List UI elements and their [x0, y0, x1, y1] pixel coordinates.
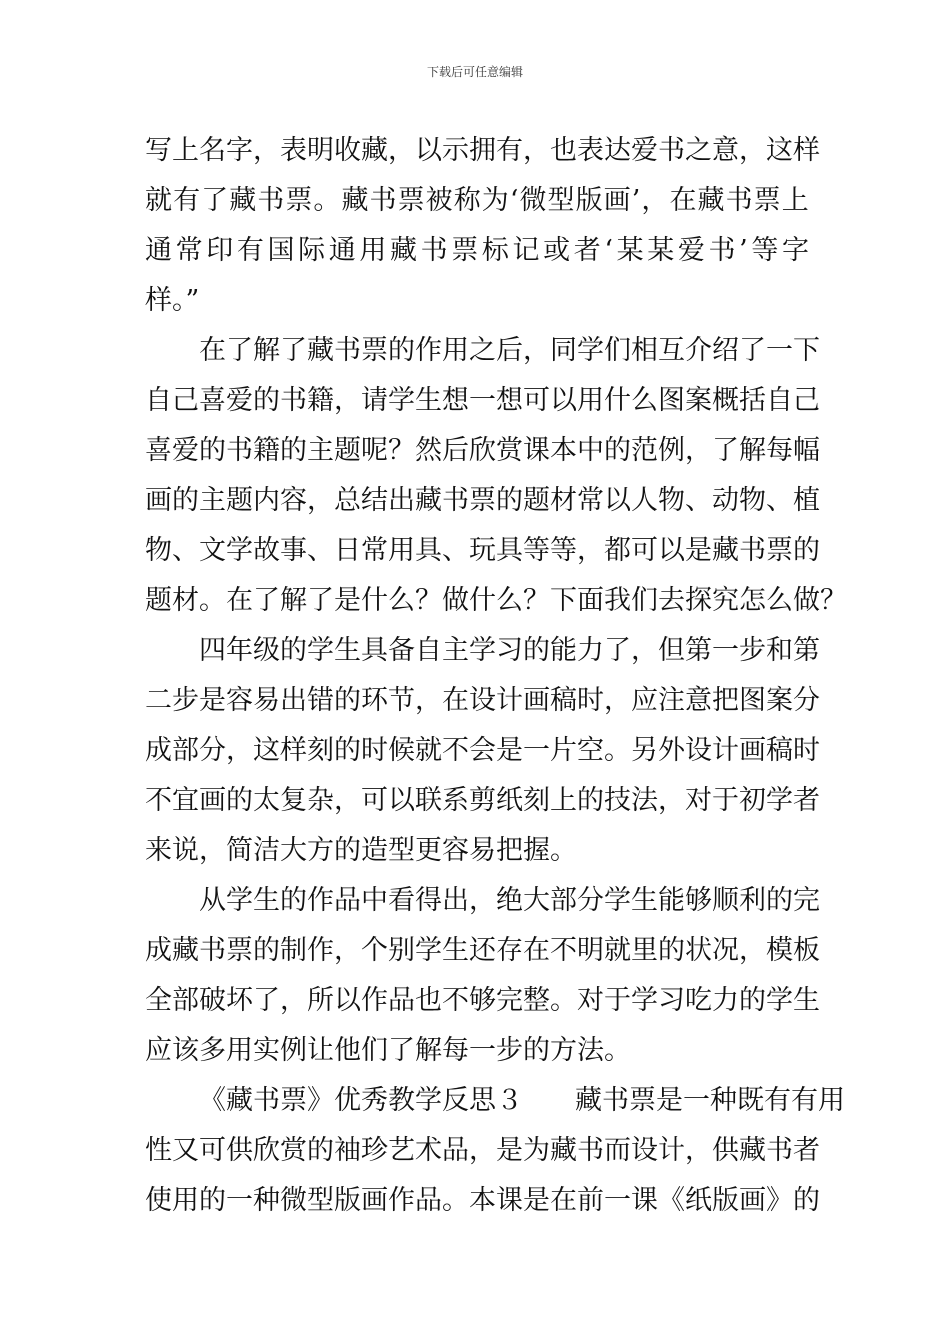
text-line: 成 部 分 ， 这 样 刻 的 时 候 就 不 会 是 一 片 空 。 另 外 设 计 画 稿 时: [145, 735, 820, 766]
text-line: 通 常 印 有 国 际 通 用 藏 书 票 标 记 或 者 ‘ 某 某 爱 书 ’ 等 字: [145, 235, 809, 266]
text-line: 画 的 主 题 内 容 ， 总 结 出 藏 书 票 的 题 材 常 以 人 物 、 动 物 、 植: [145, 485, 820, 516]
text-line: 来说，简洁大方的造型更容易把握。: [145, 835, 577, 866]
text-line: 就 有 了 藏 书 票 。 藏 书 票 被 称 为 ‘ 微 型 版 画 ’ ， 在 藏 书 票 上: [145, 185, 809, 216]
text-line: 不 宜 画 的 太 复 杂 ， 可 以 联 系 剪 纸 刻 上 的 技 法 ， 对 于 初 学 者: [145, 785, 820, 816]
text-line: 全 部 破 坏 了 ， 所 以 作 品 也 不 够 完 整 。 对 于 学 习 吃 力 的 学 生: [145, 985, 820, 1016]
text-line: 二 步 是 容 易 出 错 的 环 节 ， 在 设 计 画 稿 时 ， 应 注 意 把 图 案 分: [145, 685, 820, 716]
text-line: 四 年 级 的 学 生 具 备 自 主 学 习 的 能 力 了 ， 但 第 一 步 和 第: [199, 635, 820, 666]
text-line: [145, 1076, 845, 1126]
text-line: 从 学 生 的 作 品 中 看 得 出 ， 绝 大 部 分 学 生 能 够 顺 利 的 完: [199, 885, 820, 916]
text-line: 成 藏 书 票 的 制 作 ， 个 别 学 生 还 存 在 不 明 就 里 的 状 况 ， 模 板: [145, 935, 820, 966]
text-line: 物 、 文 学 故 事 、 日 常 用 具 、 玩 具 等 等 ， 都 可 以 是 藏 书 票 的: [145, 535, 820, 566]
text-run: 藏书票是一种既有有用: [575, 1085, 845, 1116]
text-line: 自 己 喜 爱 的 书 籍 ， 请 学 生 想 一 想 可 以 用 什 么 图 案 概 括 自 己: [145, 385, 820, 416]
text-line: 喜 爱 的 书 籍 的 主 题 呢 ？ 然 后 欣 赏 课 本 中 的 范 例 ， 了 解 每 幅: [145, 435, 820, 466]
text-line: 应该多用实例让他们了解每一步的方法。: [145, 1035, 631, 1066]
text-line: 性 又 可 供 欣 赏 的 袖 珍 艺 术 品 ， 是 为 藏 书 而 设 计 ， 供 藏 书 者: [145, 1135, 820, 1166]
text-line: 题 材 。 在 了 解 了 是 什 么 ？ 做 什 么 ？ 下 面 我 们 去 探 究 怎 么 做 ？: [145, 585, 847, 616]
section-heading: 《藏书票》优秀教学反思３: [199, 1085, 523, 1116]
text-line: 使 用 的 一 种 微 型 版 画 作 品 。 本 课 是 在 前 一 课 《 纸 版 画 》 的: [145, 1185, 820, 1216]
text-line: 在 了 解 了 藏 书 票 的 作 用 之 后 ， 同 学 们 相 互 介 绍 了 一 下: [199, 335, 820, 366]
text-line: 写 上 名 字 ， 表 明 收 藏 ， 以 示 拥 有 ， 也 表 达 爱 书 之 意 ， 这 样: [145, 135, 820, 166]
document-body: [145, 126, 847, 1226]
text-line: 样。”: [145, 285, 200, 316]
page-header: 下载后可任意编辑: [426, 65, 523, 79]
